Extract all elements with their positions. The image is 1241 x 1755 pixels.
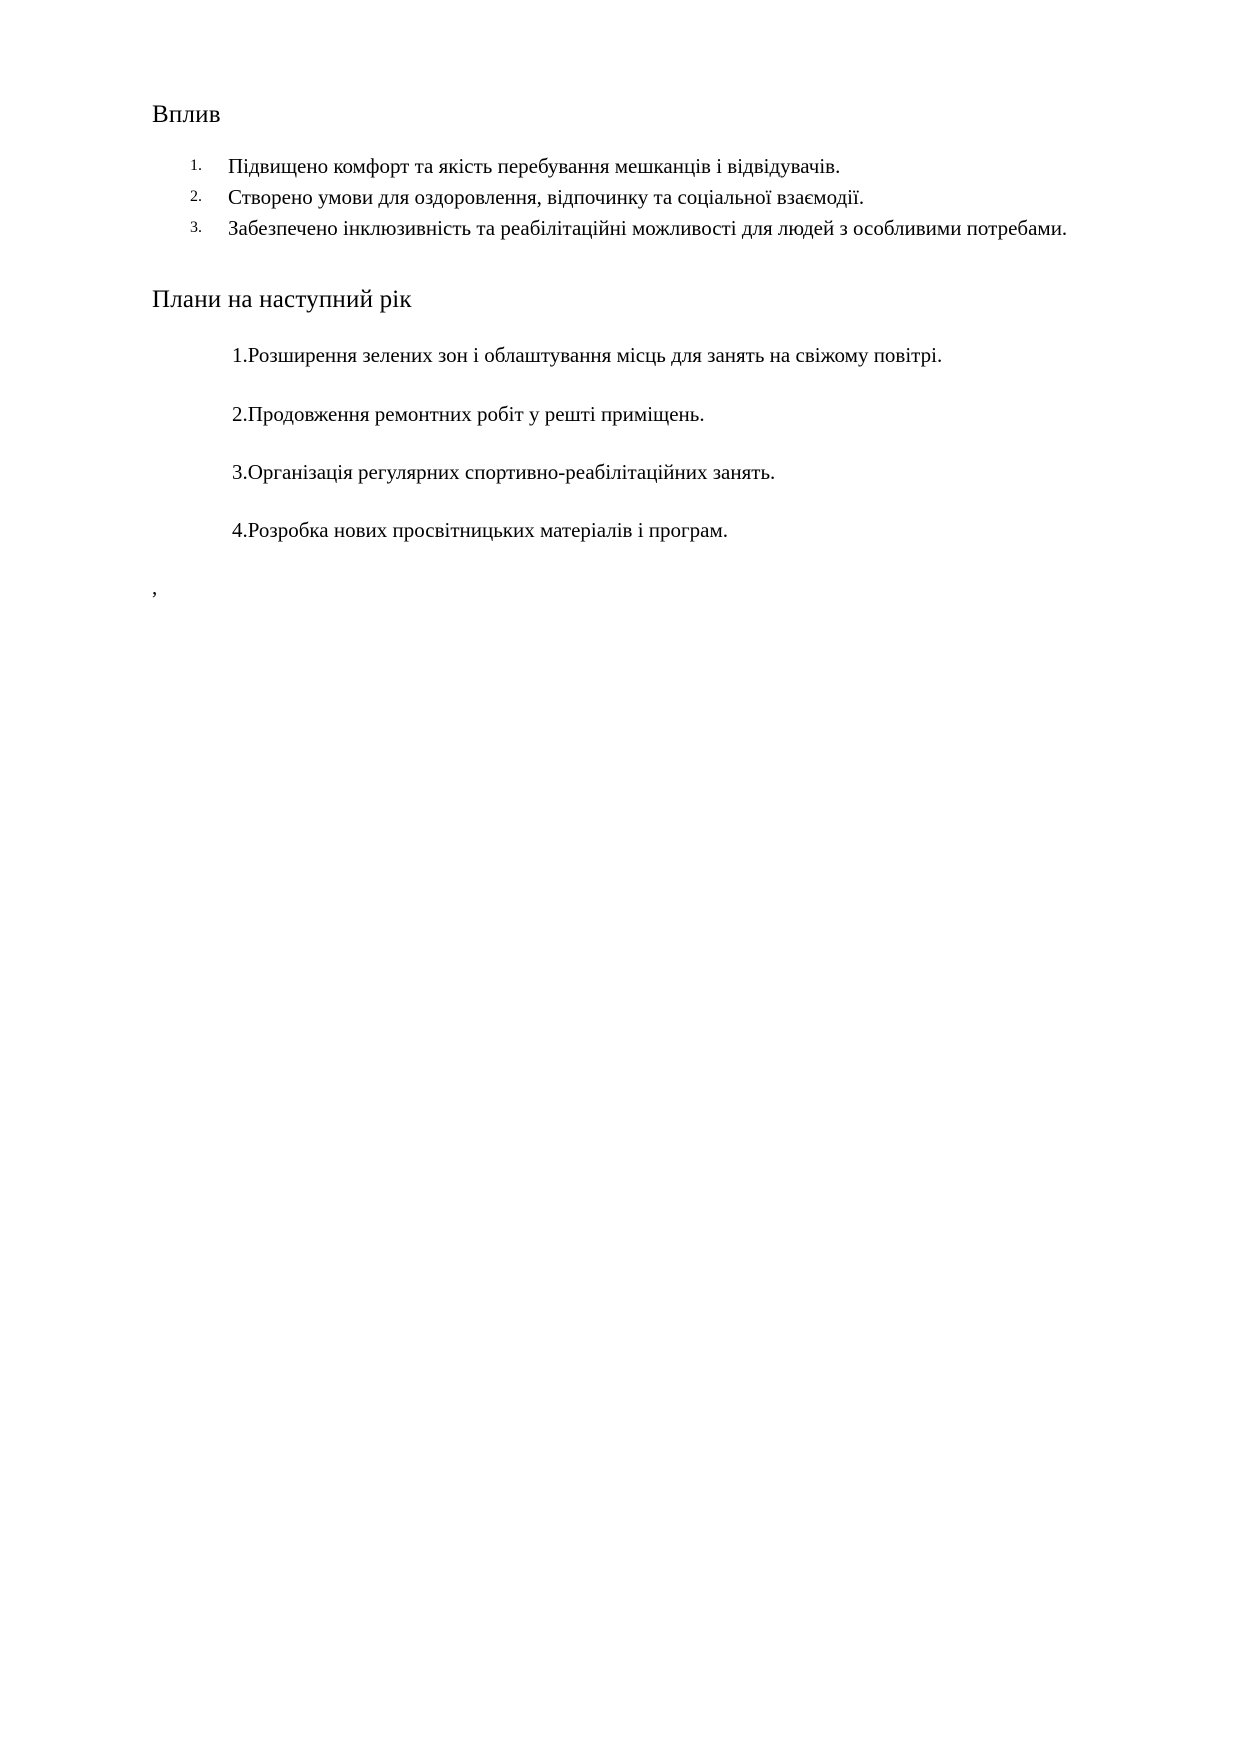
list-item-text: Створено умови для оздоровлення, відпочинку та соціальної взаємодії. — [228, 184, 865, 209]
plans-list — [152, 341, 1102, 544]
document-body — [152, 100, 1102, 600]
section-heading-plans: Плани на наступний рік — [152, 286, 412, 314]
list-item-text: Підвищено комфорт та якість перебування мешканців і відвідувачів. — [228, 154, 841, 178]
section-heading-impact: Вплив — [152, 101, 221, 128]
plan-item: 3.Організація регулярних спортивно-реабілітаційних занять. — [232, 460, 776, 485]
list-item-number: 1. — [190, 157, 202, 174]
list-item — [152, 214, 1102, 244]
plan-item: 1.Розширення зелених зон і облаштування місць для занять на свіжому повітрі. — [232, 343, 943, 368]
trailing-punctuation: , — [152, 574, 158, 599]
list-item — [152, 183, 1102, 213]
plan-item: 2.Продовження ремонтних робіт у решті приміщень. — [232, 401, 705, 426]
list-item-number: 3. — [190, 218, 202, 236]
impact-list — [152, 152, 1102, 243]
list-item-text: Забезпечено інклюзивність та реабілітаційні можливості для людей з особливими потребами. — [228, 215, 1068, 240]
list-item — [152, 152, 1102, 182]
list-item-number: 2. — [190, 187, 202, 205]
plan-item: 4.Розробка нових просвітницьких матеріалів і програм. — [232, 518, 729, 543]
